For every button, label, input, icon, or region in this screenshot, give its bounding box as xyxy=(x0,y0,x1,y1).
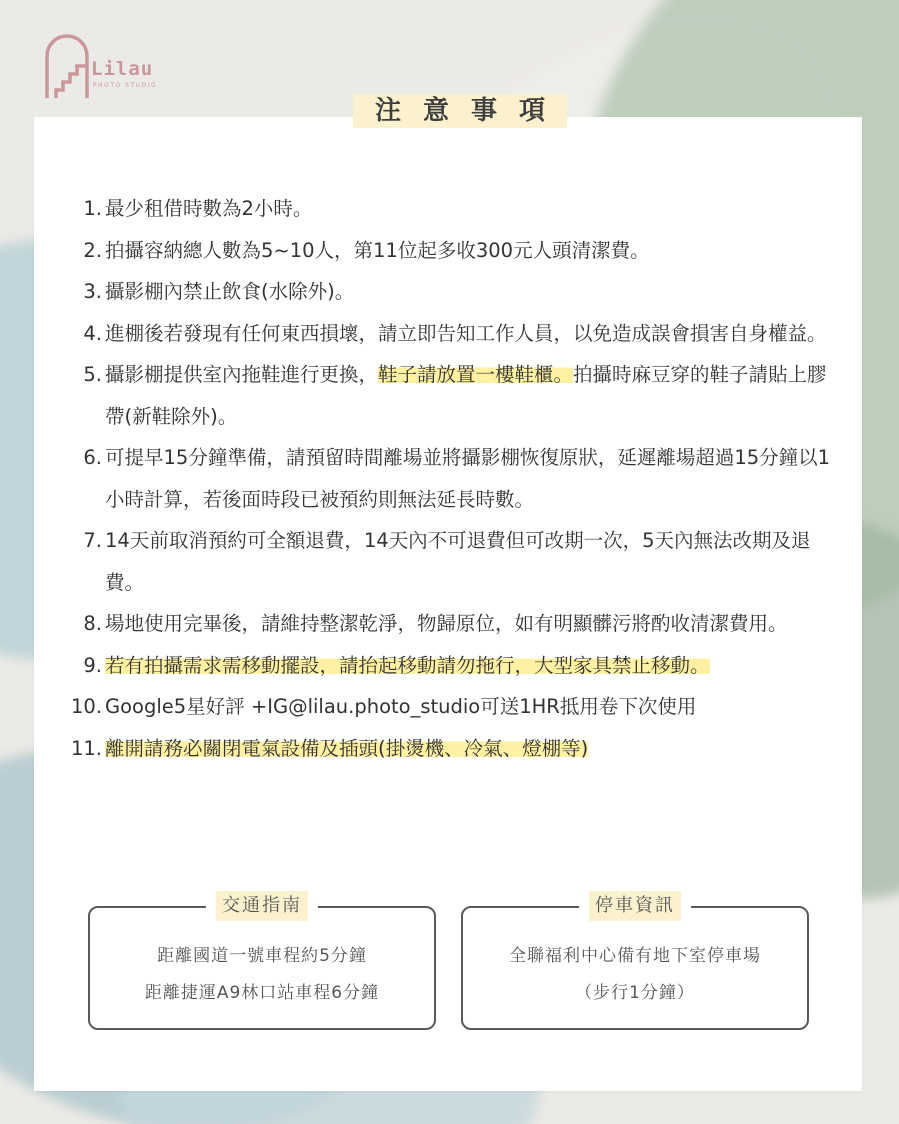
rule-text-segment: 攝影棚提供室內拖鞋進行更換， xyxy=(105,363,379,386)
transport-line: 距離捷運A9林口站車程6分鐘 xyxy=(144,983,380,1003)
rule-number: 5. xyxy=(83,363,102,386)
rule-text-segment: 進棚後若發現有任何東西損壞，請立即告知工作人員，以免造成誤會損害自身權益。 xyxy=(105,321,827,345)
rule-item xyxy=(56,354,846,437)
rule-text xyxy=(105,728,846,770)
rule-number: 2. xyxy=(83,238,102,262)
rule-item xyxy=(56,188,846,230)
parking-info-box xyxy=(461,895,809,1030)
transport-lines xyxy=(90,938,434,1012)
rule-text-segment: 最少租借時數為2小時。 xyxy=(105,197,313,220)
rule-text xyxy=(105,313,846,355)
rule-number: 4. xyxy=(83,321,102,345)
rule-item xyxy=(56,437,846,520)
parking-line: （步行1分鐘） xyxy=(575,983,695,1003)
transport-info-box xyxy=(88,895,436,1030)
brand-name: Lilau xyxy=(91,58,154,80)
rule-number: 7. xyxy=(83,529,102,552)
parking-title: 停車資訊 xyxy=(589,891,681,921)
rule-text xyxy=(105,188,846,230)
rule-text-segment: 拍攝時麻豆穿的鞋子請貼上膠帶(新鞋除外)。 xyxy=(105,363,827,428)
rule-text xyxy=(105,437,846,520)
parking-title-wrap xyxy=(579,891,691,921)
page-title: 注意事項 xyxy=(353,94,567,128)
parking-lines xyxy=(463,938,807,1012)
rule-text xyxy=(105,686,846,728)
rules-list xyxy=(56,188,846,769)
rule-text-segment: 拍攝容納總人數為5~10人，第11位起多收300元人頭清潔費。 xyxy=(105,238,650,262)
rule-number: 8. xyxy=(83,612,102,635)
rule-item xyxy=(56,728,846,770)
highlighted-text: 若有拍攝需求需移動擺設，請抬起移動請勿拖行，大型家具禁止移動。 xyxy=(105,653,710,677)
rule-item xyxy=(56,313,846,355)
rule-text-segment: 可提早15分鐘準備，請預留時間離場並將攝影棚恢復原狀，延遲離場超過15分鐘以1小時計算，若後面時段已被預約則無法延長時數。 xyxy=(105,446,831,511)
parking-line: 全聯福利中心備有地下室停車場 xyxy=(509,946,761,966)
rule-item xyxy=(56,686,846,728)
rule-item xyxy=(56,603,846,645)
rule-item xyxy=(56,230,846,272)
rule-number: 1. xyxy=(83,197,102,220)
rule-text xyxy=(105,354,846,437)
rule-text-segment: 場地使用完畢後，請維持整潔乾淨，物歸原位，如有明顯髒污將酌收清潔費用。 xyxy=(105,612,788,635)
rule-item xyxy=(56,520,846,603)
rule-text xyxy=(105,230,846,272)
rule-text-segment: 攝影棚內禁止飲食(水除外)。 xyxy=(105,280,355,303)
rule-item xyxy=(56,645,846,687)
rule-number: 3. xyxy=(83,280,102,303)
arch-stairs-icon xyxy=(44,34,90,100)
rule-text xyxy=(105,520,846,603)
brand-subtitle: PHOTO STUDIO xyxy=(93,82,158,89)
transport-line: 距離國道一號車程約5分鐘 xyxy=(157,946,367,966)
rule-text xyxy=(105,271,846,313)
transport-title-wrap xyxy=(206,891,318,921)
rule-number: 10. xyxy=(70,695,102,718)
highlighted-text: 離開請務必關閉電氣設備及插頭(掛燙機、冷氣、燈棚等) xyxy=(105,736,589,760)
rule-text xyxy=(105,645,846,687)
rule-item xyxy=(56,271,846,313)
rule-text-segment: Google5星好評 +IG@lilau.photo_studio可送1HR抵用卷下次使用 xyxy=(105,695,697,718)
brand-logo xyxy=(44,34,174,100)
highlighted-text: 鞋子請放置一樓鞋櫃。 xyxy=(378,363,574,386)
rule-number: 6. xyxy=(83,446,102,469)
rule-text xyxy=(105,603,846,645)
rule-number: 9. xyxy=(83,653,102,677)
rule-number: 11. xyxy=(70,736,102,760)
rule-text-segment: 14天前取消預約可全額退費，14天內不可退費但可改期一次，5天內無法改期及退費。 xyxy=(105,529,811,594)
transport-title: 交通指南 xyxy=(216,891,308,921)
